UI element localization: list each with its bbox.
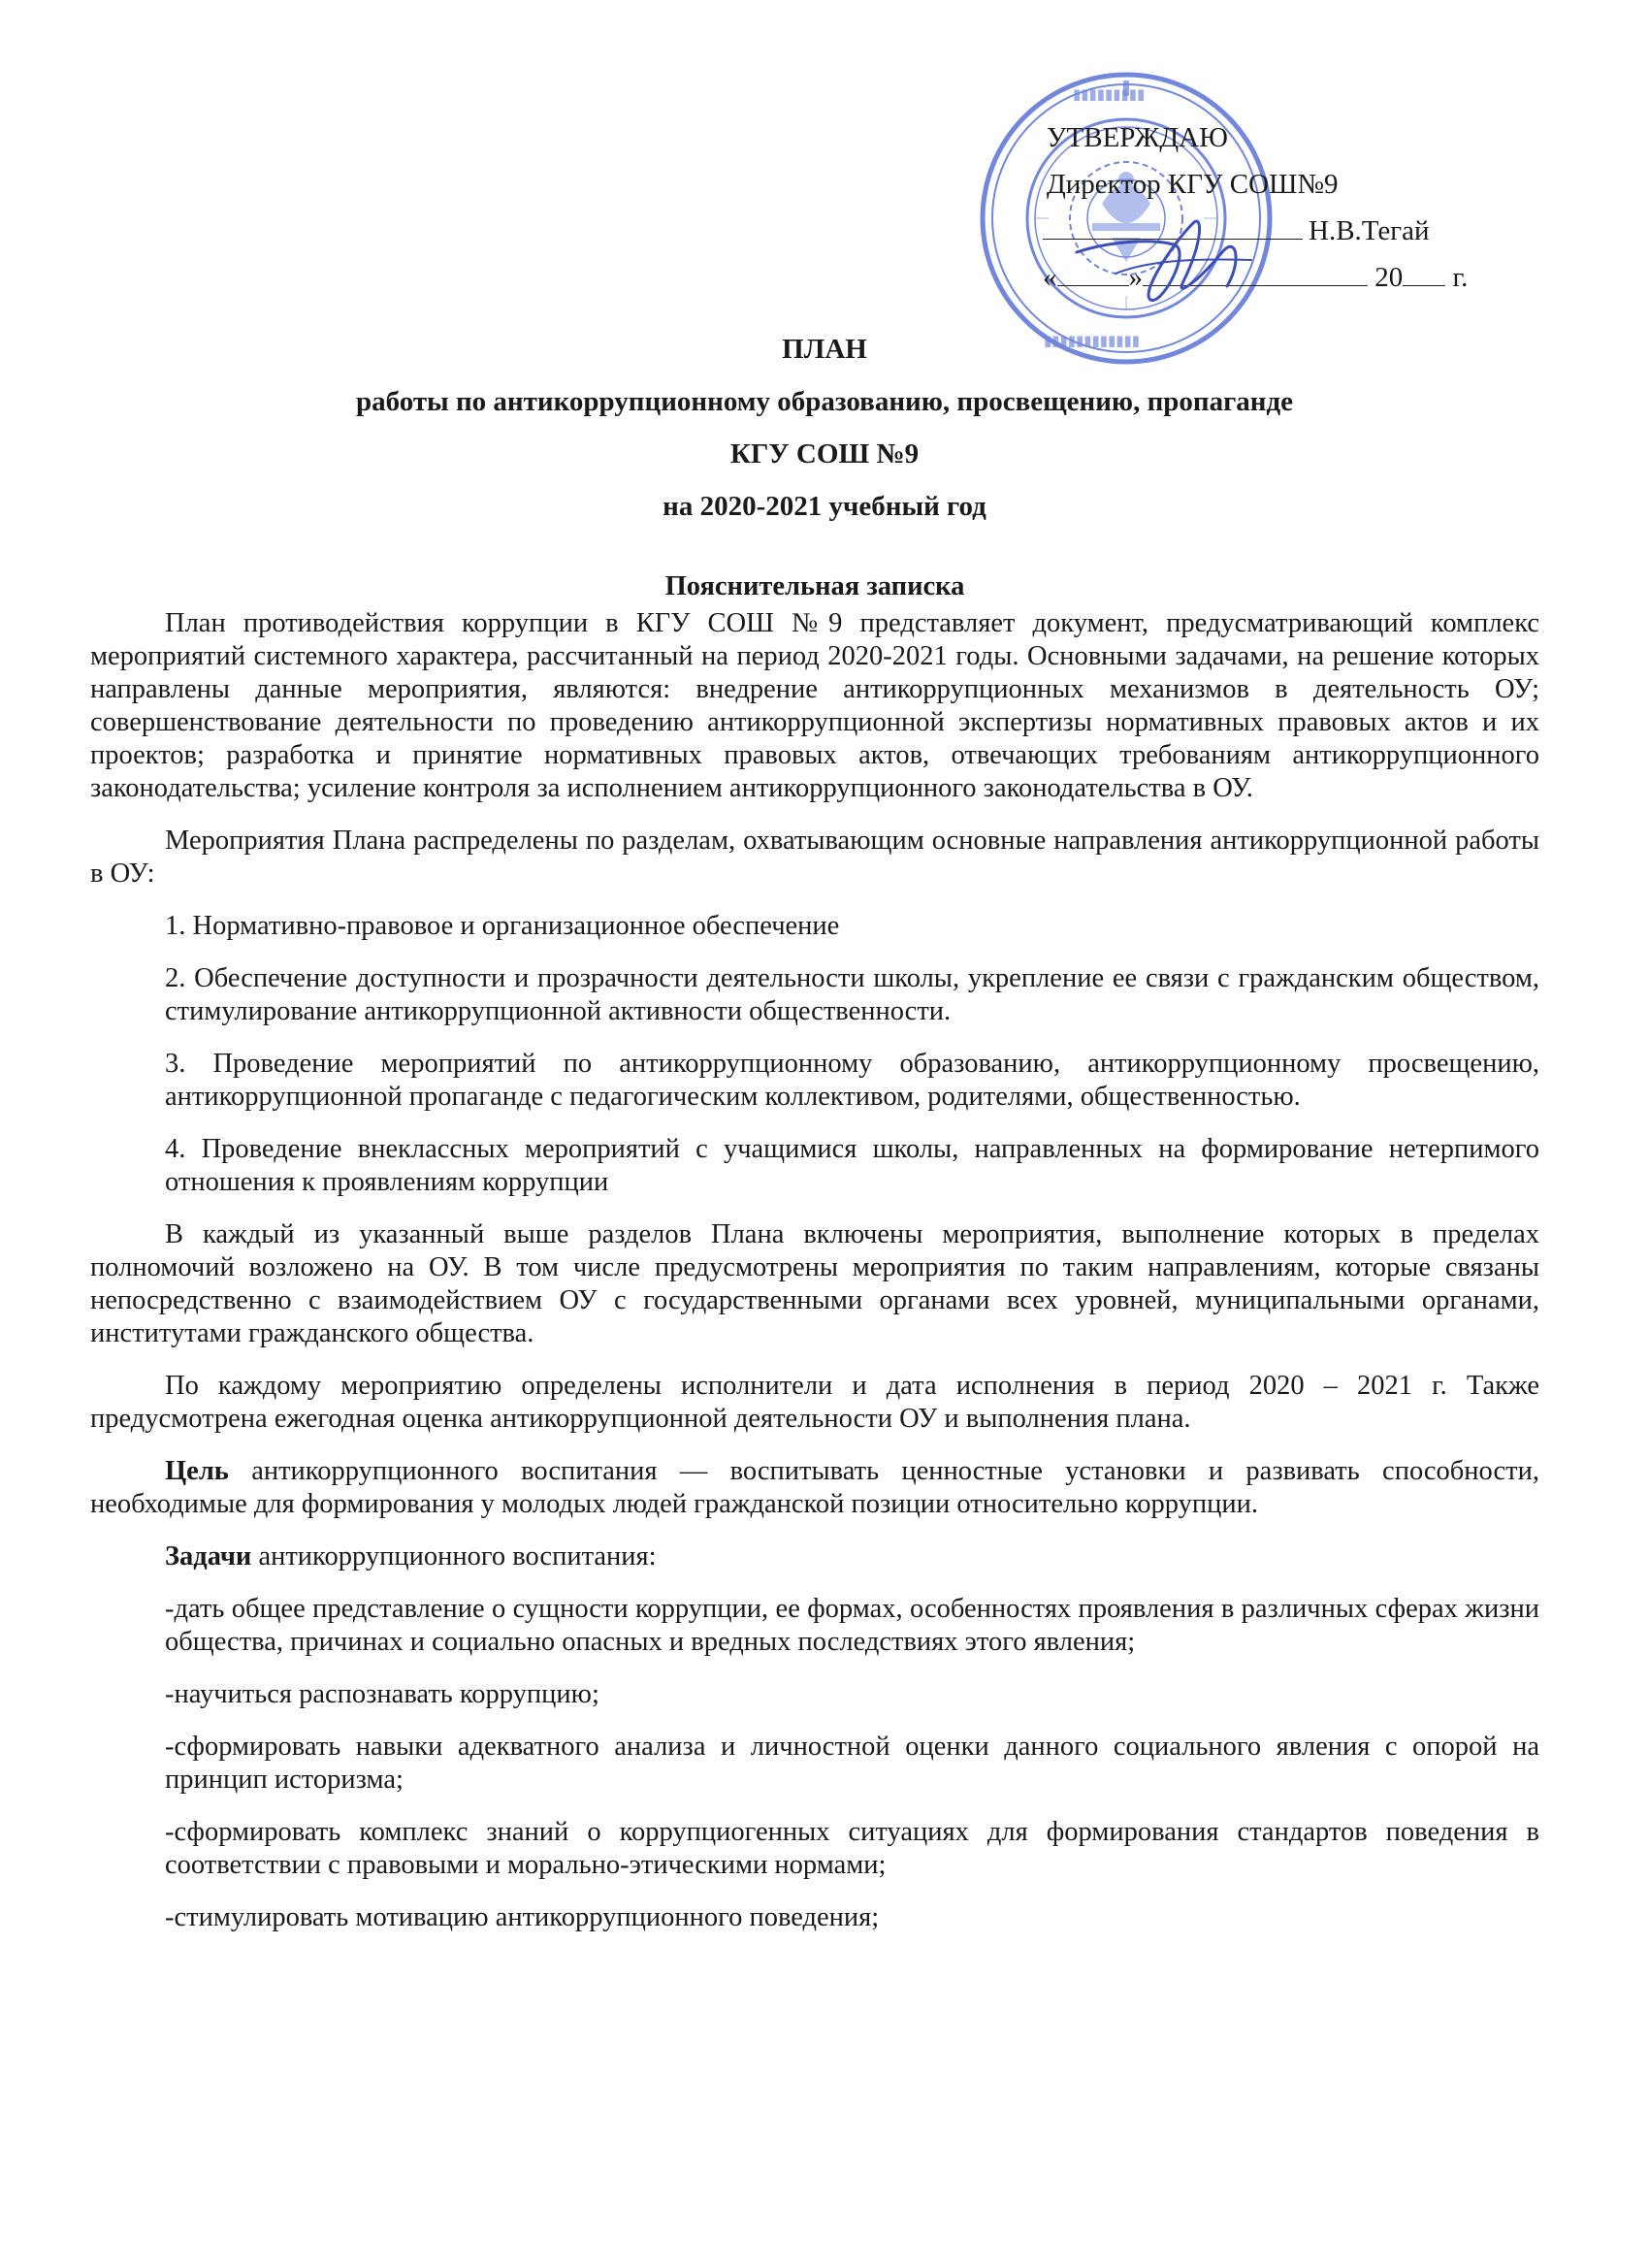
- paragraph-goal: [90, 1455, 1539, 1521]
- date-year-prefix: 20: [1374, 262, 1404, 293]
- section-item-4: 4. Проведение внеклассных мероприятий с учащимися школы, направленных на формирование нетерпимого отношения к проявлениям коррупции: [165, 1134, 1539, 1197]
- approval-signature-name: Н.В.Тегай: [1309, 215, 1430, 246]
- task-item-5: -стимулировать мотивацию антикоррупционного поведения;: [165, 1902, 880, 1932]
- date-close-quote: »: [1128, 262, 1143, 293]
- approval-title: УТВЕРЖДАЮ: [1047, 122, 1228, 153]
- task-item-1: -дать общее представление о сущности коррупции, ее формах, особенностях проявления в различных сферах жизни общества, причинах и социально опасных и вредных последствиях этого явления;: [165, 1594, 1539, 1657]
- paragraph-sections: Мероприятия Плана распределены по разделам, охватывающим основные направления антикоррупционной работы в ОУ:: [90, 826, 1539, 889]
- title-line-2: работы по антикоррупционному образованию, просвещению, пропаганде: [355, 386, 1294, 417]
- paragraph-executors: По каждому мероприятию определены исполнители и дата исполнения в период 2020 – 2021 г. Также предусмотрена ежегодная оценка антикоррупционной деятельности ОУ и выполнения плана.: [90, 1371, 1539, 1434]
- tasks-label: Задачи: [165, 1541, 252, 1571]
- explanatory-note: [90, 570, 1539, 1954]
- section-heading: Пояснительная записка: [664, 571, 965, 601]
- paragraph-scope: В каждый из указанный выше разделов Плана включены мероприятия, выполнение которых в пределах полномочий возложено на ОУ. В том числе предусмотрены мероприятия по таким направлениям, которые связаны непосредственно с взаимодействием ОУ с государственными органами всех уровней, муниципальными органами, институтами гражданского общества.: [90, 1219, 1539, 1348]
- document-title: [0, 323, 1649, 533]
- section-item-1: 1. Нормативно-правовое и организационное обеспечение: [165, 911, 840, 941]
- section-item-3: 3. Проведение мероприятий по антикоррупционному образованию, антикоррупционному просвещению, антикоррупционной пропаганде с педагогическим коллективом, родителями, общественностью.: [165, 1049, 1539, 1112]
- task-item-3: -сформировать навыки адекватного анализа и личностной оценки данного социального явления с опорой на принцип историзма;: [165, 1732, 1539, 1795]
- approval-director: Директор КГУ СОШ№9: [1047, 169, 1339, 200]
- date-year-suffix: г.: [1452, 262, 1469, 293]
- title-line-3: КГУ СОШ №9: [729, 438, 920, 470]
- date-open-quote: «: [1043, 262, 1057, 293]
- svg-text:▮▮▮▮▮▮▮▮▮▮▮▮: ▮▮▮▮▮▮▮▮▮▮▮▮: [1044, 332, 1141, 349]
- paragraph-intro: План противодействия коррупции в КГУ СОШ №9 представляет документ, предусматривающий комплекс мероприятий системного характера, рассчитанный на период 2020-2021 годы. Основными задачами, на решение которых направлены данные мероприятия, являются: внедрение антикоррупционных механизмов в деятельность ОУ; совершенствование деятельности по проведению антикоррупционной экспертизы нормативных правовых актов и их проектов; разработка и принятие нормативных правовых актов, отвечающих требованиям антикоррупционного законодательства; усиление контроля за исполнением антикоррупционного законодательства в ОУ.: [90, 608, 1539, 803]
- tasks-text: антикоррупционного воспитания:: [251, 1541, 657, 1571]
- title-line-1: ПЛАН: [782, 334, 867, 365]
- paragraph-tasks-heading: [90, 1540, 1539, 1573]
- goal-text: антикоррупционного воспитания — воспитывать ценностные установки и развивать способности, необходимые для формирования у молодых людей гражданской позиции относительно коррупции.: [90, 1456, 1539, 1519]
- director-signature: [1057, 184, 1280, 330]
- year-blank: [1403, 260, 1445, 286]
- task-item-2: -научиться распознавать коррупцию;: [165, 1679, 599, 1709]
- goal-label: Цель: [165, 1456, 229, 1486]
- svg-text:▮▮▮▮▮▮▮▮▮: ▮▮▮▮▮▮▮▮▮: [1073, 85, 1146, 103]
- task-item-4: -сформировать комплекс знаний о коррупциогенных ситуациях для формирования стандартов поведения в соответствии с правовыми и морально-этическими нормами;: [165, 1817, 1539, 1880]
- section-item-2: 2. Обеспечение доступности и прозрачности деятельности школы, укрепление ее связи с гражданским обществом, стимулирование антикоррупционной активности общественности.: [165, 963, 1539, 1026]
- title-line-4: на 2020-2021 учебный год: [663, 491, 986, 522]
